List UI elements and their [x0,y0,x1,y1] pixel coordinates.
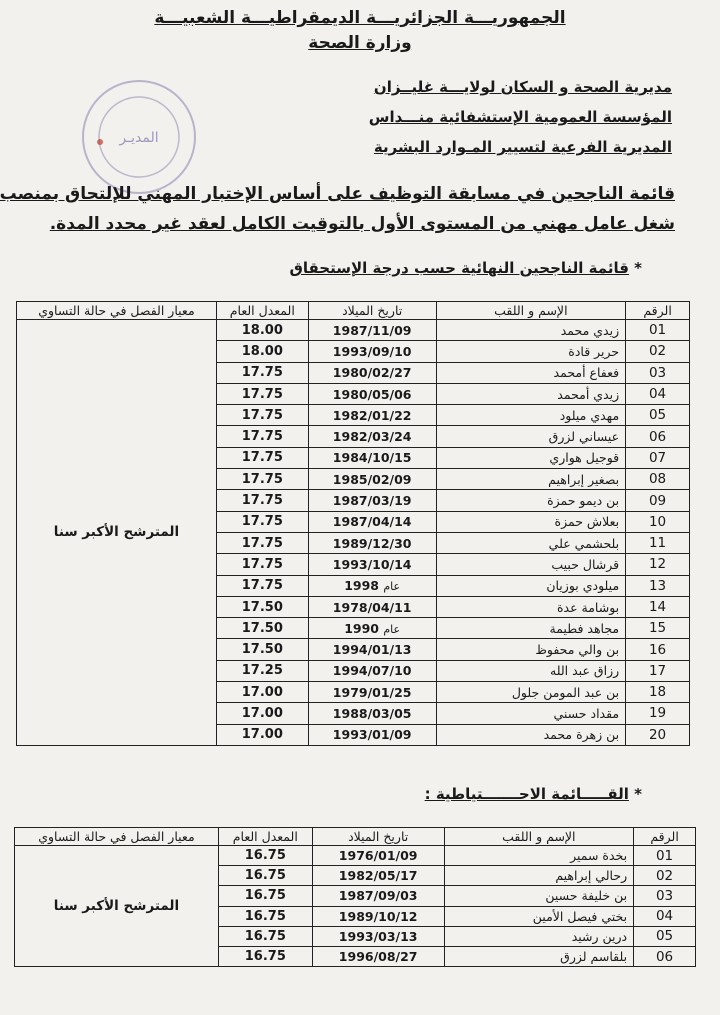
birthdate-value: 1980/02/27 [332,365,412,381]
row-birthdate [308,575,436,596]
org-line-directorate: مديرية الصحة و السكان لولايـــة غليــزان [373,78,672,96]
bullet-star: * [634,259,642,277]
row-number: 09 [626,490,690,511]
row-birthdate [308,362,436,383]
row-name: بختي فيصل الأمين [444,906,634,926]
row-number: 15 [626,618,690,639]
row-average: 17.75 [216,469,308,490]
row-average: 17.75 [216,575,308,596]
row-average: 16.75 [218,866,312,886]
row-birthdate [308,554,436,575]
row-name: فعفاع أمحمد [436,362,626,383]
row-average: 16.75 [218,926,312,946]
row-average: 16.75 [218,846,312,866]
table-header-row [17,302,690,320]
row-name: درين رشيد [444,926,634,946]
birthdate-value: 1978/04/11 [332,599,412,615]
col-criterion: معيار الفصل في حالة التساوي [15,828,219,846]
row-average: 18.00 [216,320,308,341]
row-name: بصغير إبراهيم [436,469,626,490]
col-name: الإسم و اللقب [436,302,626,320]
document-title-line1: قائمة الناجحين في مسابقة التوظيف على أساس الإختبار المهني للإلتحاق بمنصب [0,184,675,204]
row-average: 17.50 [216,639,308,660]
row-name: عيساني لزرق [436,426,626,447]
birthdate-value: 1993/10/14 [332,556,412,572]
row-name: بخدة سمير [444,846,634,866]
row-average: 16.75 [218,946,312,966]
row-number: 16 [626,639,690,660]
row-name: ميلودي بوزيان [436,575,626,596]
row-number: 05 [626,405,690,426]
row-name: زيدي محمد [436,320,626,341]
row-number: 17 [626,660,690,681]
row-name: قرشال حبيب [436,554,626,575]
row-number: 18 [626,682,690,703]
row-name: مقداد حسني [436,703,626,724]
row-average: 17.75 [216,490,308,511]
col-birthdate: تاريخ الميلاد [308,302,436,320]
row-average: 17.50 [216,618,308,639]
bullet-star: * [634,785,642,803]
row-name: مهدي ميلود [436,405,626,426]
row-birthdate [312,846,444,866]
row-number: 04 [626,383,690,404]
row-birthdate [308,511,436,532]
row-name: قوجيل هواري [436,447,626,468]
row-average: 17.75 [216,405,308,426]
birthdate-value: 1987/09/03 [338,888,418,904]
row-average: 18.00 [216,341,308,362]
row-name: رزاق عبد الله [436,660,626,681]
row-birthdate [312,946,444,966]
birth-year-prefix: عام [383,580,401,594]
birthdate-value: 1985/02/09 [332,471,412,487]
row-number: 05 [634,926,696,946]
row-average: 17.75 [216,426,308,447]
row-birthdate [308,639,436,660]
row-number: 11 [626,532,690,553]
final-results-table [16,301,690,746]
row-average: 17.50 [216,596,308,617]
row-birthdate [308,447,436,468]
row-birthdate [308,469,436,490]
official-stamp [80,78,198,196]
org-line-subdirectorate: المديرية الفرعية لتسيير المـوارد البشرية [373,138,672,156]
row-number: 08 [626,469,690,490]
tie-break-criterion: المترشح الأكبر سنا [17,320,217,746]
row-number: 13 [626,575,690,596]
row-average: 17.75 [216,554,308,575]
row-name: بلحشمي علي [436,532,626,553]
row-birthdate [308,405,436,426]
row-birthdate [308,320,436,341]
row-name: بعلاش حمزة [436,511,626,532]
final-list-heading-text: قائمة الناجحين النهائية حسب درجة الإستحقاق [289,259,629,277]
col-average: المعدل العام [218,828,312,846]
birthdate-value: 1987/03/19 [332,493,412,509]
row-birthdate [312,926,444,946]
birthdate-value: 1990 [344,620,379,636]
row-name: بن ديمو حمزة [436,490,626,511]
row-name: مجاهد فطيمة [436,618,626,639]
row-average: 17.75 [216,362,308,383]
col-birthdate: تاريخ الميلاد [312,828,444,846]
row-number: 03 [626,362,690,383]
birthdate-value: 1996/08/27 [338,949,418,965]
row-birthdate [308,596,436,617]
reserve-results-table [14,827,696,967]
row-birthdate [308,426,436,447]
birthdate-value: 1993/09/10 [332,343,412,359]
row-birthdate [312,886,444,906]
row-number: 20 [626,724,690,745]
row-number: 07 [626,447,690,468]
row-average: 17.75 [216,383,308,404]
birthdate-value: 1998 [344,578,379,594]
birthdate-value: 1980/05/06 [332,386,412,402]
row-number: 12 [626,554,690,575]
row-average: 17.75 [216,447,308,468]
tie-break-criterion: المترشح الأكبر سنا [15,846,219,967]
birthdate-value: 1989/12/30 [332,535,412,551]
row-number: 02 [634,866,696,886]
document-title-line2: شغل عامل مهني من المستوى الأول بالتوقيت الكامل لعقد غير محدد المدة. [49,214,675,234]
birthdate-value: 1987/04/14 [332,514,412,530]
row-birthdate [312,906,444,926]
ministry-heading: وزارة الصحة [308,33,412,53]
row-birthdate [308,660,436,681]
row-name: زيدي أمحمد [436,383,626,404]
birthdate-value: 1976/01/09 [338,848,418,864]
birthdate-value: 1993/03/13 [338,928,418,944]
row-name: بن عبد المومن جلول [436,682,626,703]
birthdate-value: 1979/01/25 [332,684,412,700]
col-criterion: معيار الفصل في حالة التساوي [17,302,217,320]
row-average: 16.75 [218,886,312,906]
row-number: 06 [634,946,696,966]
row-number: 01 [626,320,690,341]
row-birthdate [308,532,436,553]
republic-heading: الجمهوريـــة الجزائريـــة الديمقراطيـــة الشعبيـــة [154,8,566,28]
row-birthdate [308,490,436,511]
birthdate-value: 1982/03/24 [332,429,412,445]
row-name: بلقاسم لزرق [444,946,634,966]
row-average: 17.75 [216,532,308,553]
col-number: الرقم [634,828,696,846]
col-number: الرقم [626,302,690,320]
row-birthdate [312,866,444,886]
row-birthdate [308,341,436,362]
birthdate-value: 1989/10/12 [338,908,418,924]
row-birthdate [308,703,436,724]
row-name: بوشامة عدة [436,596,626,617]
row-name: بن زهرة محمد [436,724,626,745]
row-number: 10 [626,511,690,532]
row-birthdate [308,618,436,639]
birthdate-value: 1982/05/17 [338,868,418,884]
birthdate-value: 1988/03/05 [332,705,412,721]
row-name: حرير قادة [436,341,626,362]
stamp-center-text: المديـر [119,130,159,146]
birthdate-value: 1982/01/22 [332,407,412,423]
col-name: الإسم و اللقب [444,828,634,846]
birthdate-value: 1987/11/09 [332,322,412,338]
row-average: 17.00 [216,682,308,703]
birthdate-value: 1984/10/15 [332,450,412,466]
reserve-list-heading-text: القـــــائمة الاحـــــــتياطية : [424,785,629,803]
birth-year-prefix: عام [383,622,401,636]
row-number: 19 [626,703,690,724]
birthdate-value: 1994/07/10 [332,663,412,679]
row-number: 02 [626,341,690,362]
row-number: 06 [626,426,690,447]
row-birthdate [308,383,436,404]
row-number: 04 [634,906,696,926]
row-birthdate [308,682,436,703]
row-average: 16.75 [218,906,312,926]
birthdate-value: 1993/01/09 [332,727,412,743]
row-name: بن والي محفوظ [436,639,626,660]
birthdate-value: 1994/01/13 [332,642,412,658]
final-list-heading [289,259,642,277]
row-name: بن خليفة حسين [444,886,634,906]
col-average: المعدل العام [216,302,308,320]
row-average: 17.75 [216,511,308,532]
row-number: 01 [634,846,696,866]
row-average: 17.25 [216,660,308,681]
table-row [17,320,690,341]
table-header-row [15,828,696,846]
row-name: رحالي إبراهيم [444,866,634,886]
table-row [15,846,696,866]
row-average: 17.00 [216,724,308,745]
row-number: 14 [626,596,690,617]
row-birthdate [308,724,436,745]
org-line-hospital: المؤسسة العمومية الإستشفائية منـــداس [368,108,672,126]
row-average: 17.00 [216,703,308,724]
row-number: 03 [634,886,696,906]
reserve-list-heading [425,785,642,803]
